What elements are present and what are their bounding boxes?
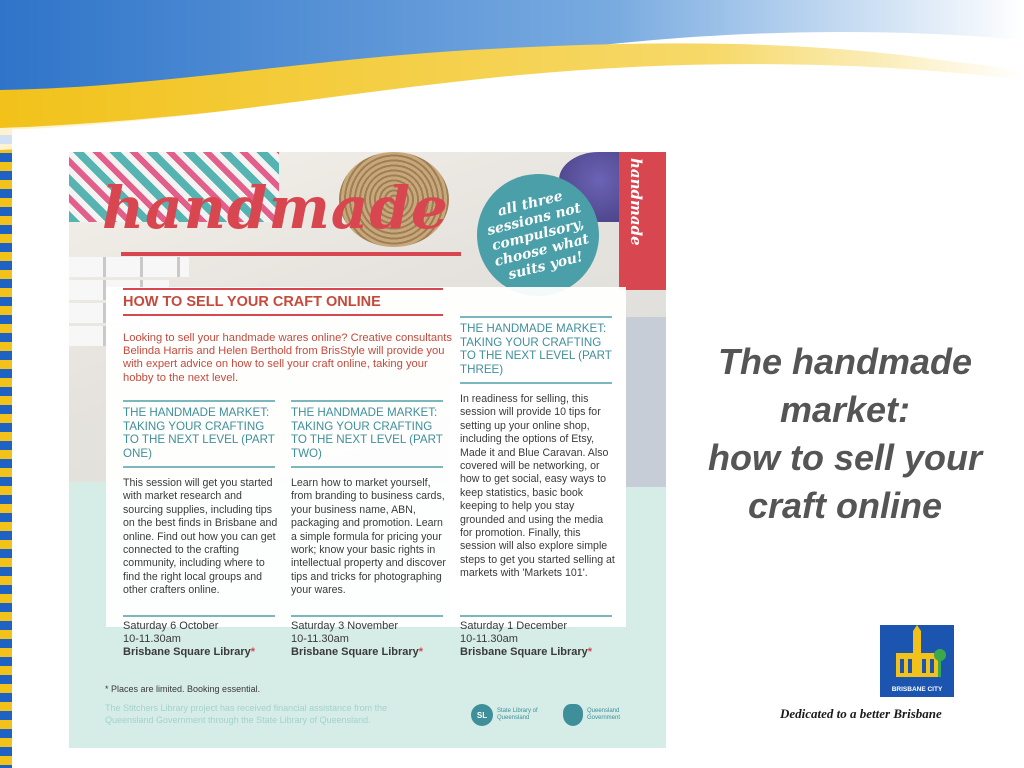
divider bbox=[460, 382, 612, 384]
slide-title bbox=[680, 338, 1010, 530]
brisbane-city-logo bbox=[880, 625, 954, 697]
intro-text: Looking to sell your handmade wares online? Creative consultants Belinda Harris and Helen Berthold from BrisStyle will provide you with expert advice on how to sell your craft online, taking your hobby to the next level. bbox=[123, 332, 452, 384]
crest-icon bbox=[563, 704, 583, 726]
slide-title-line: craft online bbox=[747, 485, 943, 526]
divider bbox=[460, 615, 612, 617]
part-two-time: 10-11.30am bbox=[291, 633, 349, 646]
state-library-name: State Library of Queensland bbox=[497, 708, 538, 721]
part-three-title: THE HANDMADE MARKET: TAKING YOUR CRAFTING TO THE NEXT LEVEL (PART THREE) bbox=[460, 322, 612, 376]
part-one-schedule bbox=[123, 620, 283, 660]
part-one-time: 10-11.30am bbox=[123, 633, 181, 646]
queensland-government-logo bbox=[563, 704, 635, 726]
divider bbox=[291, 466, 443, 468]
divider bbox=[123, 288, 443, 290]
side-ribbon bbox=[619, 152, 666, 290]
slide-title-line: market: bbox=[779, 389, 911, 430]
part-two-venue: Brisbane Square Library* bbox=[291, 646, 424, 659]
side-ribbon-text: handmade bbox=[627, 158, 645, 246]
part-one-venue: Brisbane Square Library* bbox=[123, 646, 256, 659]
divider bbox=[123, 466, 275, 468]
event-poster bbox=[69, 152, 666, 748]
part-one-date: Saturday 6 October bbox=[123, 620, 219, 632]
part-three-venue: Brisbane Square Library* bbox=[460, 646, 593, 659]
part-two-schedule bbox=[291, 620, 451, 660]
part-three-time: 10-11.30am bbox=[460, 633, 518, 646]
divider bbox=[123, 615, 275, 617]
part-two-body: Learn how to market yourself, from branding to business cards, your business name, ABN, packaging and promotion. Learn a simple formula for pricing your work; know your basic rights in intellectual property and discover tips and tricks for photographing your wares. bbox=[291, 477, 446, 597]
part-one-title: THE HANDMADE MARKET: TAKING YOUR CRAFTING TO THE NEXT LEVEL (PART ONE) bbox=[123, 406, 275, 460]
divider bbox=[123, 314, 443, 316]
sessions-badge: all three sessions not compulsory, choose what suits you! bbox=[464, 161, 612, 309]
booking-footnote: * Places are limited. Booking essential. bbox=[105, 684, 261, 694]
slide-title-line: The handmade bbox=[717, 341, 973, 382]
section-heading: HOW TO SELL YOUR CRAFT ONLINE bbox=[123, 294, 381, 310]
part-three-schedule bbox=[460, 620, 620, 660]
part-two-title: THE HANDMADE MARKET: TAKING YOUR CRAFTING TO THE NEXT LEVEL (PART TWO) bbox=[291, 406, 443, 460]
city-hall-icon bbox=[880, 625, 954, 685]
divider bbox=[291, 615, 443, 617]
council-tagline: Dedicated to a better Brisbane bbox=[780, 706, 942, 721]
handmade-logo: handmade bbox=[102, 174, 449, 242]
divider bbox=[460, 316, 612, 318]
top-swoosh-decoration bbox=[0, 0, 1024, 150]
state-library-logo bbox=[471, 704, 545, 726]
queensland-government-name: Queensland Government bbox=[587, 708, 621, 721]
funding-credit: The Stitchers Library project has received financial assistance from the Queensland Government through the State Library of Queensland. bbox=[105, 703, 388, 725]
brisbane-city-label: BRISBANE CITY bbox=[891, 686, 943, 693]
part-one-body: This session will get you started with market research and sourcing supplies, including tips on the best finds in Brisbane and online. Find out how you can get connected to the crafting community, including where to find the right local groups and other crafters online. bbox=[123, 477, 278, 597]
state-library-icon: SL bbox=[471, 704, 493, 726]
divider bbox=[291, 400, 443, 402]
logo-underline bbox=[121, 252, 461, 256]
keyboard-image bbox=[69, 257, 189, 277]
divider bbox=[123, 400, 275, 402]
part-two-date: Saturday 3 November bbox=[291, 620, 398, 632]
part-three-date: Saturday 1 December bbox=[460, 620, 567, 632]
part-three-body: In readiness for selling, this session will provide 10 tips for setting up your online shop, including the options of Etsy, Made it and Blue Caravan. Also covered will be networking, or how to get social, easy ways to keep statistics, basic book keeping to help you stay grounded and using the media for promotion. Finally, this session will also explore simple steps to get you started selling at markets with 'Markets 101'. bbox=[460, 393, 615, 580]
slide-title-line: how to sell your bbox=[707, 437, 983, 478]
